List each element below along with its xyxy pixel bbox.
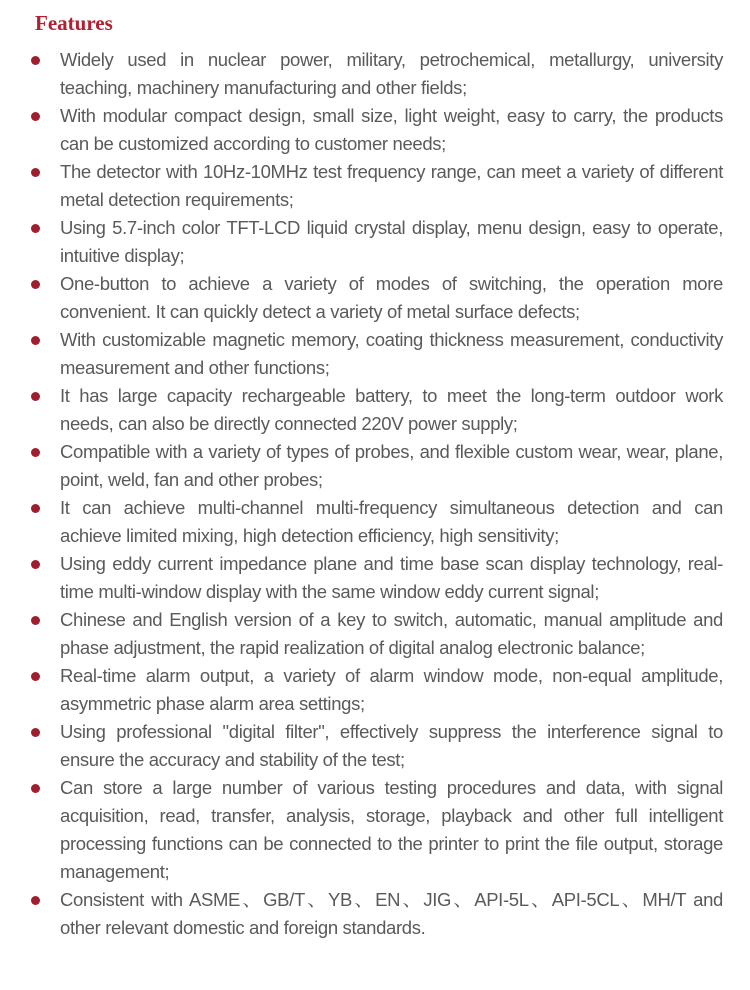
bullet-icon	[31, 56, 40, 65]
feature-text: Consistent with ASME、GB/T、YB、EN、JIG、API-5L、API-5CL、MH/T and other relevant domestic and foreign standards.	[60, 889, 723, 938]
bullet-icon	[31, 616, 40, 625]
bullet-icon	[31, 896, 40, 905]
bullet-icon	[31, 168, 40, 177]
feature-text: Using 5.7-inch color TFT-LCD liquid crystal display, menu design, easy to operate, intuitive display;	[60, 217, 723, 266]
bullet-icon	[31, 504, 40, 513]
features-heading: Features	[35, 11, 113, 35]
feature-text: Can store a large number of various testing procedures and data, with signal acquisition, read, transfer, analysis, storage, playback and other full intelligent processing functions can be connected to the printer to print the file output, storage management;	[60, 777, 723, 882]
bullet-icon	[31, 280, 40, 289]
bullet-icon	[31, 560, 40, 569]
feature-item	[0, 494, 750, 550]
feature-item	[0, 718, 750, 774]
feature-item	[0, 158, 750, 214]
feature-list	[0, 46, 750, 942]
bullet-icon	[31, 448, 40, 457]
feature-text: Real-time alarm output, a variety of alarm window mode, non-equal amplitude, asymmetric phase alarm area settings;	[60, 665, 723, 714]
feature-text: With modular compact design, small size, light weight, easy to carry, the products can be customized according to customer needs;	[60, 105, 723, 154]
feature-text: The detector with 10Hz-10MHz test frequency range, can meet a variety of different metal detection requirements;	[60, 161, 723, 210]
feature-item	[0, 662, 750, 718]
feature-text: It can achieve multi-channel multi-frequency simultaneous detection and can achieve limited mixing, high detection efficiency, high sensitivity;	[60, 497, 723, 546]
feature-item	[0, 326, 750, 382]
feature-text: It has large capacity rechargeable battery, to meet the long-term outdoor work needs, can also be directly connected 220V power supply;	[60, 385, 723, 434]
feature-text: With customizable magnetic memory, coating thickness measurement, conductivity measurement and other functions;	[60, 329, 723, 378]
bullet-icon	[31, 224, 40, 233]
feature-item	[0, 102, 750, 158]
bullet-icon	[31, 784, 40, 793]
feature-item	[0, 270, 750, 326]
feature-item	[0, 550, 750, 606]
feature-item	[0, 438, 750, 494]
feature-text: One-button to achieve a variety of modes of switching, the operation more convenient. It can quickly detect a variety of metal surface defects;	[60, 273, 723, 322]
feature-item	[0, 774, 750, 886]
feature-text: Widely used in nuclear power, military, petrochemical, metallurgy, university teaching, machinery manufacturing and other fields;	[60, 49, 723, 98]
feature-item	[0, 382, 750, 438]
feature-text: Using professional "digital filter", effectively suppress the interference signal to ensure the accuracy and stability of the test;	[60, 721, 723, 770]
bullet-icon	[31, 392, 40, 401]
feature-item	[0, 46, 750, 102]
feature-item	[0, 606, 750, 662]
feature-item	[0, 214, 750, 270]
feature-text: Compatible with a variety of types of probes, and flexible custom wear, wear, plane, point, weld, fan and other probes;	[60, 441, 723, 490]
feature-text: Using eddy current impedance plane and time base scan display technology, real-time multi-window display with the same window eddy current signal;	[60, 553, 723, 602]
feature-text: Chinese and English version of a key to switch, automatic, manual amplitude and phase adjustment, the rapid realization of digital analog electronic balance;	[60, 609, 723, 658]
bullet-icon	[31, 112, 40, 121]
bullet-icon	[31, 728, 40, 737]
bullet-icon	[31, 672, 40, 681]
feature-item	[0, 886, 750, 942]
bullet-icon	[31, 336, 40, 345]
